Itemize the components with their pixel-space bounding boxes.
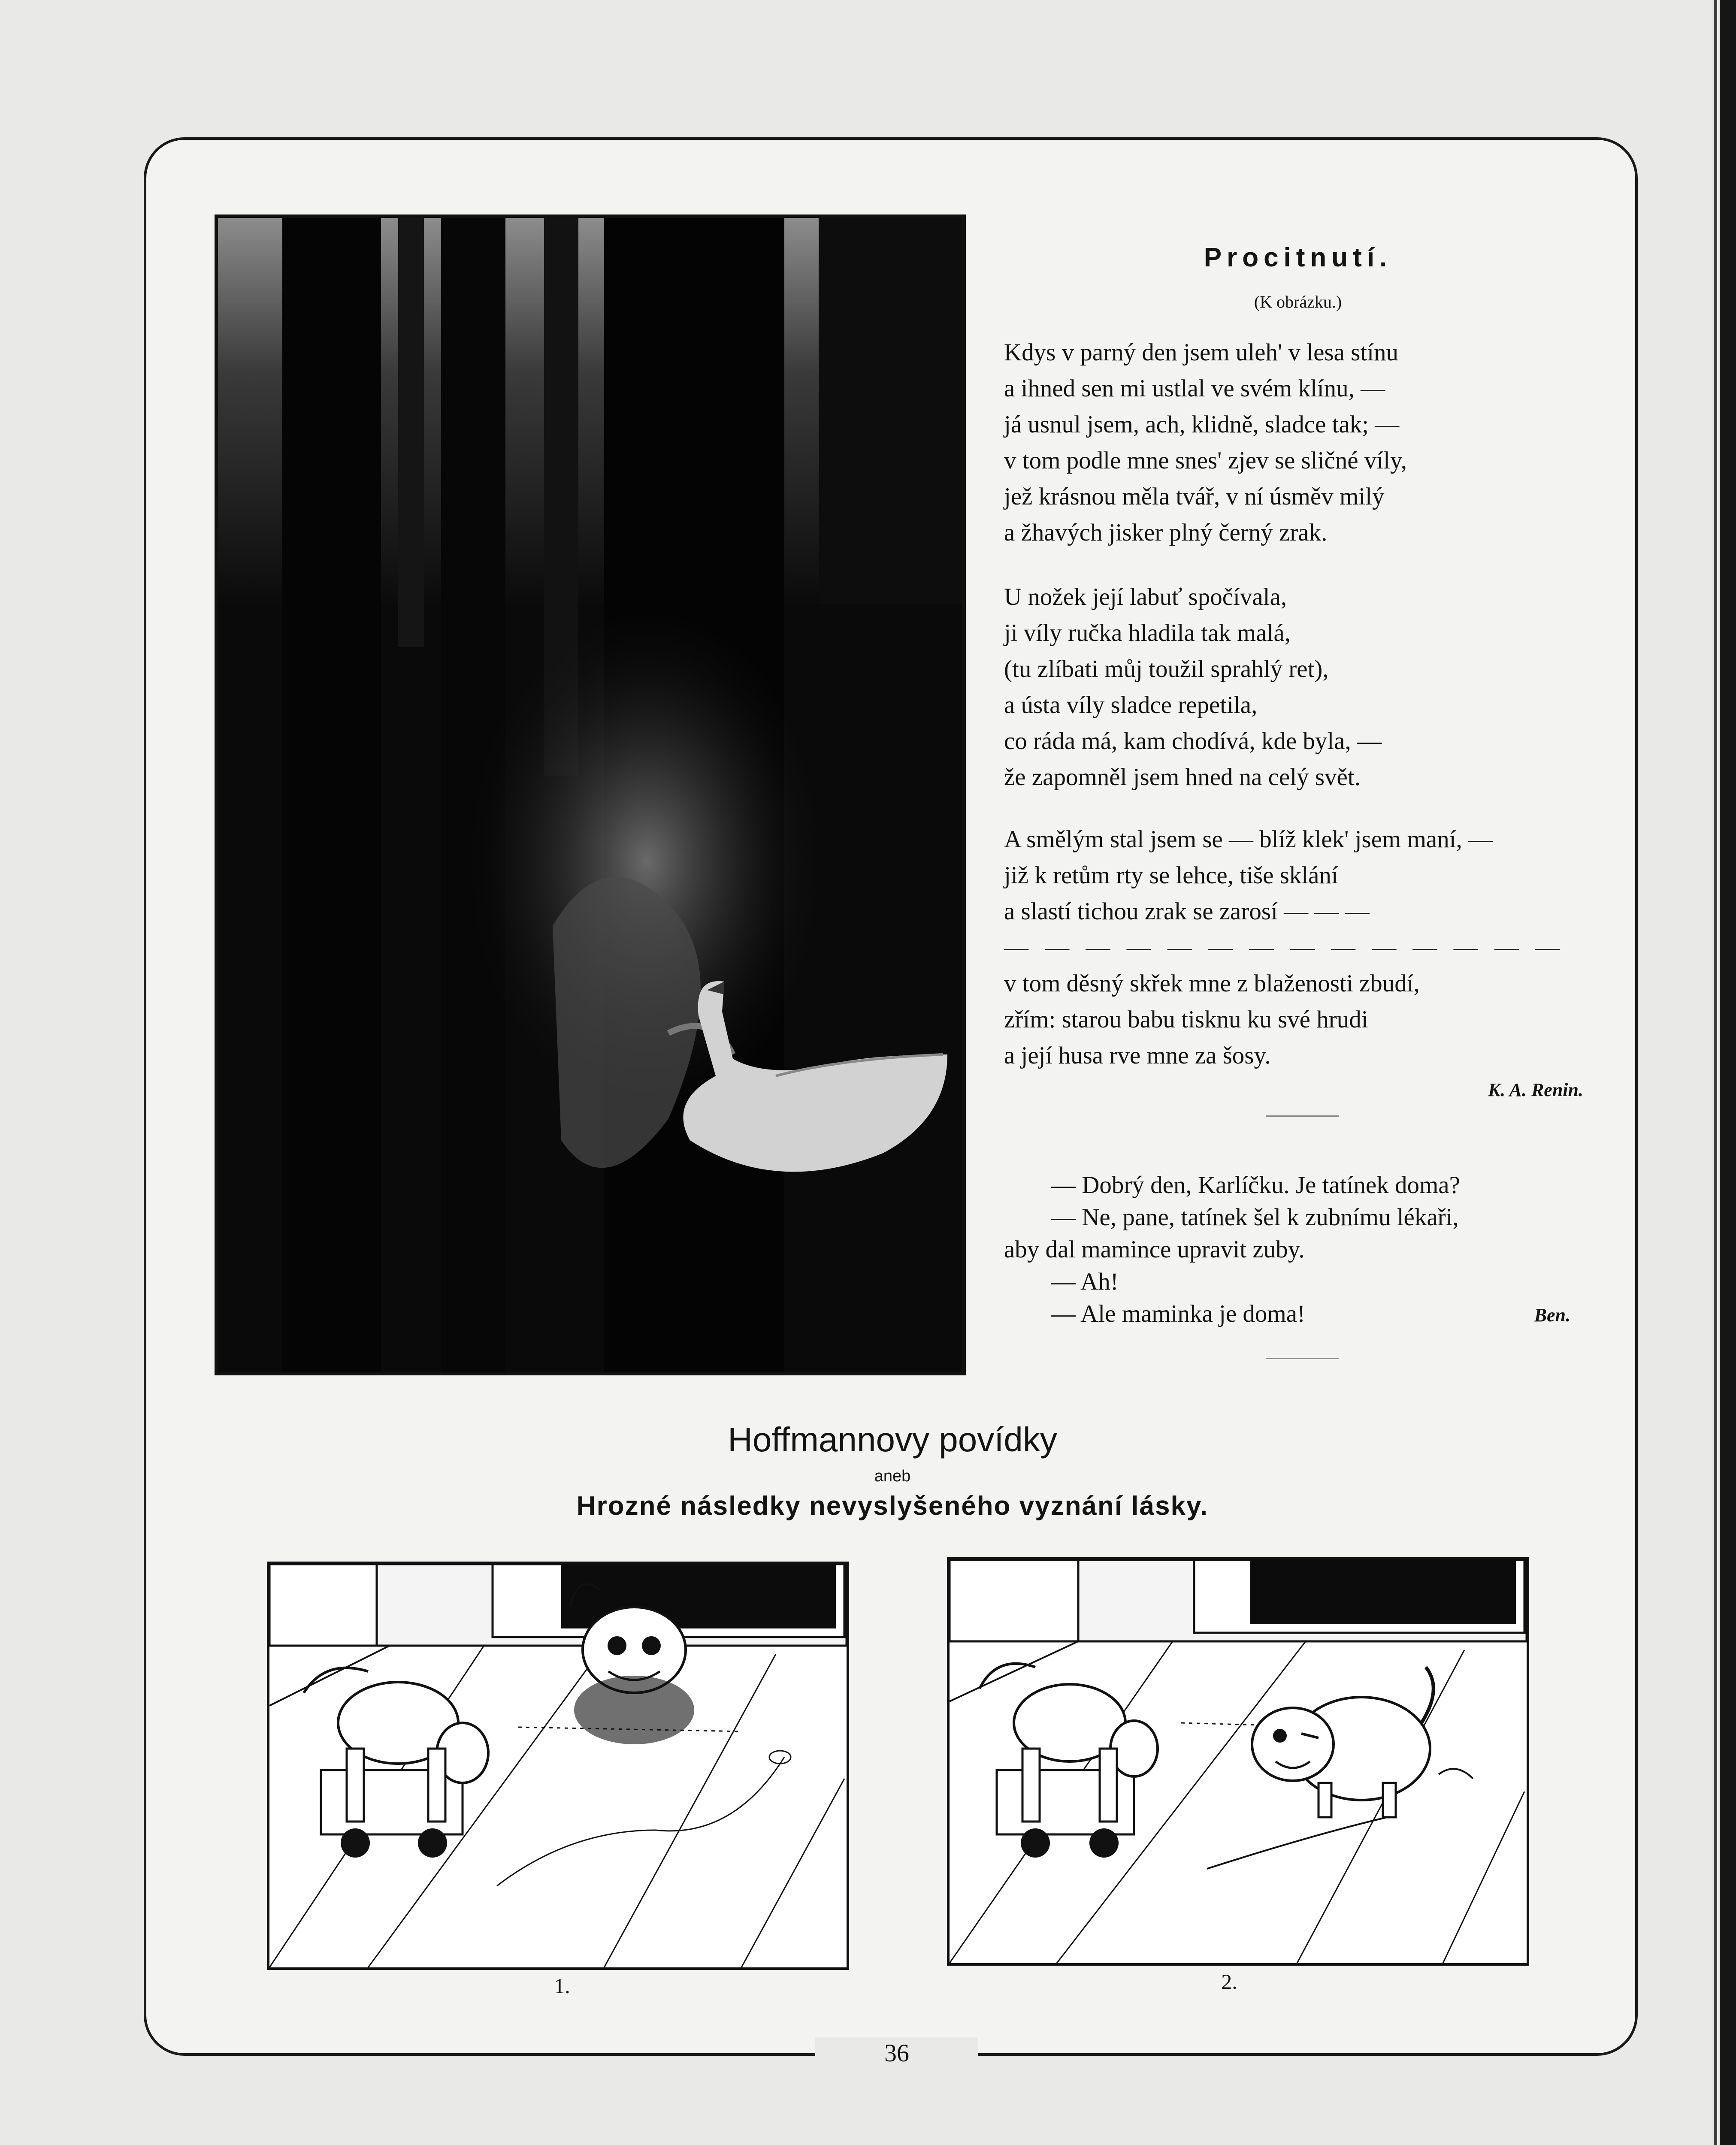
comic-subtitle: Hrozné následky nevyslyšeného vyznání lásky. [576, 1491, 1209, 1521]
separator-rule [1266, 1115, 1339, 1117]
poem-line: U nožek její labuť spočívala, [1004, 583, 1287, 610]
joke-line: — Dobrý den, Karlíčku. Je tatínek doma? [1051, 1172, 1460, 1199]
poem-line: (tu zlíbati můj toužil sprahlý ret), [1004, 656, 1329, 683]
poem-stanza-2 [1004, 579, 1613, 795]
poem-line: a její husa rve mne za šosy. [1004, 1042, 1271, 1069]
comic-panel-1 [267, 1562, 849, 1970]
poem-line: zřím: starou babu tisknu ku své hrudi [1004, 1006, 1368, 1033]
joke-line: — Ale maminka je doma! [1051, 1300, 1306, 1327]
poem-line: ji víly ručka hladila tak malá, [1004, 619, 1291, 647]
forest-photo-image [218, 218, 962, 1372]
comic-panel-1-drawing [269, 1564, 847, 1967]
comic-panel-2 [947, 1557, 1529, 1966]
poem-stanza-1 [1004, 335, 1613, 551]
joke-line: aby dal mamince upravit zuby. [1004, 1236, 1305, 1263]
comic-panel-2-drawing [950, 1560, 1527, 1963]
poem-line: Kdys v parný den jsem uleh' v lesa stínu [1004, 339, 1398, 366]
comic-panel-2-label: 2. [1221, 1970, 1237, 1994]
comic-title: Hoffmannovy povídky [728, 1420, 1057, 1459]
poem-line: a slastí tichou zrak se zarosí — — — [1004, 898, 1370, 925]
poem-line: v tom podle mne snes' zjev se sličné víly, [1004, 447, 1407, 474]
comic-aneb: aneb [874, 1467, 911, 1485]
joke-signature: Ben. [1534, 1305, 1570, 1326]
scan-edge [1720, 0, 1736, 2145]
poem-stanza-3 [1004, 822, 1613, 1074]
comic-panel-1-label: 1. [554, 1974, 570, 1998]
poem-line: jež krásnou měla tvář, v ní úsměv milý [1004, 483, 1385, 510]
page-number: 36 [884, 2039, 909, 2067]
poem-line: v tom děsný skřek mne z blaženosti zbudí, [1004, 970, 1420, 997]
joke-line: — Ne, pane, tatínek šel k zubnímu lékaři, [1051, 1204, 1459, 1231]
poem-line: že zapomněl jsem hned na celý svět. [1004, 764, 1361, 791]
page-number-container [815, 2037, 978, 2069]
poem-title: Procitnutí. [1204, 243, 1392, 272]
poem-line: A smělým stal jsem se — blíž klek' jsem maní, — [1004, 826, 1493, 853]
separator-rule [1266, 1358, 1339, 1359]
poem-dash-line: — — — — — — — — — — — — — — [1004, 934, 1565, 961]
scan-edge-shadow [1714, 0, 1717, 2145]
poem-subtitle: (K obrázku.) [1254, 292, 1342, 311]
poem-line: co ráda má, kam chodívá, kde byla, — [1004, 728, 1382, 755]
poem-author: K. A. Renin. [1488, 1079, 1583, 1100]
poem-line: a ústa víly sladce repetila, [1004, 692, 1258, 719]
forest-photo [215, 214, 966, 1375]
poem-line: a ihned sen mi ustlal ve svém klínu, — [1004, 375, 1385, 402]
poem-line: já usnul jsem, ach, klidně, sladce tak; — [1004, 411, 1400, 438]
poem-line: a žhavých jisker plný černý zrak. [1004, 519, 1328, 546]
poem-line: již k retům rty se lehce, tiše sklání [1004, 862, 1338, 889]
joke-line: — Ah! [1051, 1268, 1119, 1295]
